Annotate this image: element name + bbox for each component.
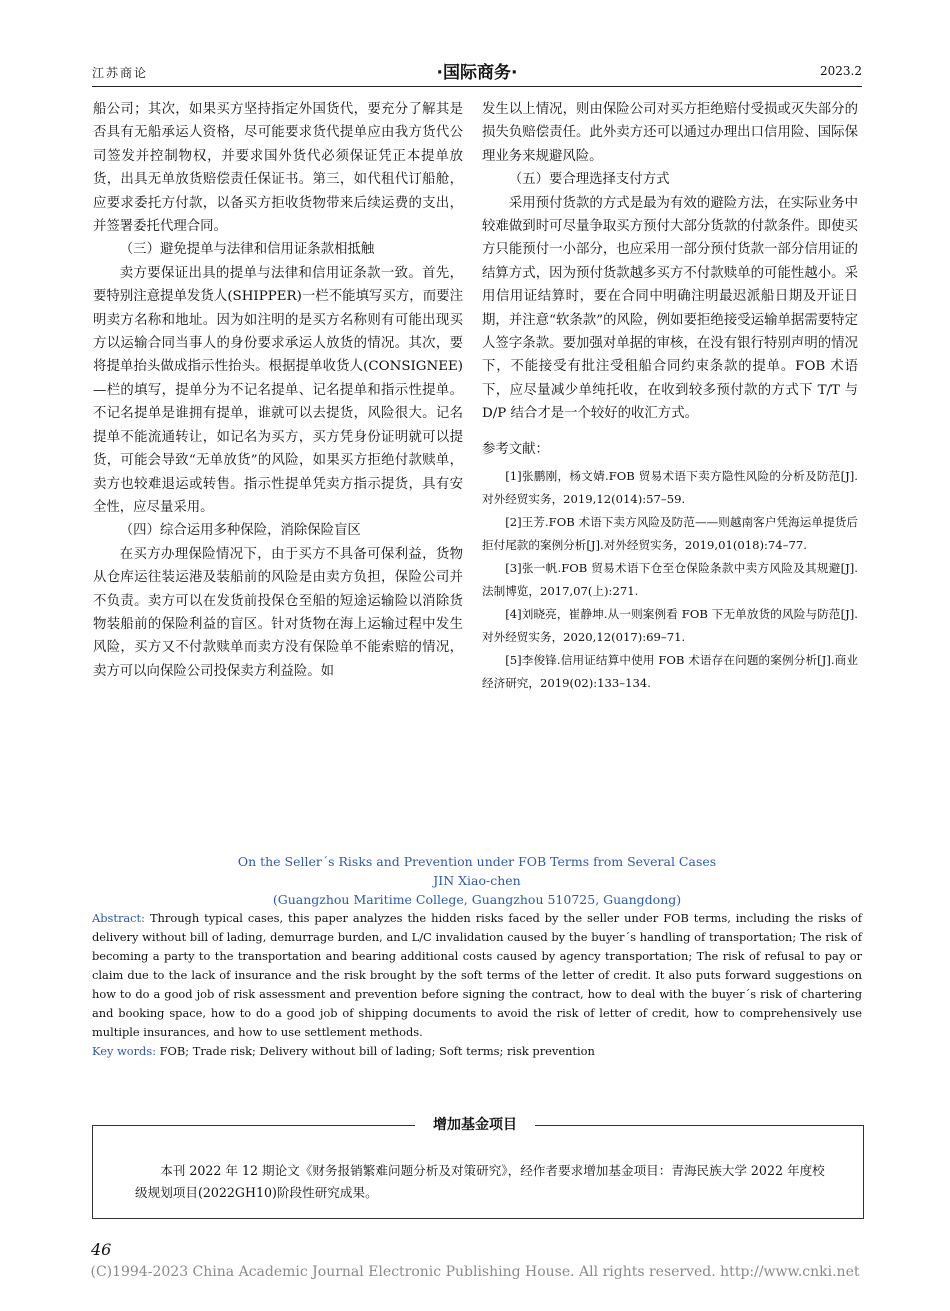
english-affiliation: (Guangzhou Maritime College, Guangzhou 510725, Guangdong): [272, 892, 682, 907]
section-heading: （四）综合运用多种保险，消除保险盲区: [119, 523, 361, 539]
body-paragraph: 发生以上情况，则由保险公司对买方拒绝赔付受损或灭失部分的损失负赔偿责任。此外卖方还可以通过办理出口信用险、国际保理业务来规避风险。: [482, 102, 858, 164]
english-abstract-block: [92, 852, 862, 1061]
fund-notice-title: 增加基金项目: [415, 1117, 535, 1133]
fund-notice-text: 本刊 2022 年 12 期论文《财务报销繁难问题分析及对策研究》，经作者要求增加基金项目：青海民族大学 2022 年度校级规划项目(2022GH10)阶段性研究成果。: [135, 1163, 825, 1200]
section-heading: （三）避免提单与法律和信用证条款相抵触: [119, 242, 375, 258]
reference-item: [3]张一帆.FOB 贸易术语下仓至仓保险条款中卖方风险及其规避[J].法制博览，2017,07(上):271.: [482, 561, 858, 599]
left-column: [93, 98, 463, 683]
english-keywords: [92, 1042, 862, 1061]
fund-notice-title-wrap: [0, 1114, 950, 1134]
copyright-footer: (C)1994-2023 China Academic Journal Electronic Publishing House. All rights reserved. http://www.cnki.net: [90, 1264, 860, 1280]
keywords-label: Key words:: [92, 1044, 157, 1058]
body-paragraph: 船公司；其次，如果买方坚持指定外国货代，要充分了解其是否具有无船承运人资格，尽可能要求货代提单应由我方货代公司签发并控制物权，并要求国外货代必须保证凭正本提单放货，出具无单放货赔偿责任保证书。第三，如代租代订船舱，应要求委托方付款，以备买方拒收货物带来后续运费的支出，并签署委托代理合同。: [93, 102, 463, 235]
reference-item: [1]张鹏刚，杨文婧.FOB 贸易术语下卖方隐性风险的分析及防范[J].对外经贸实务，2019,12(014):57–59.: [482, 469, 858, 507]
body-paragraph: 卖方要保证出具的提单与法律和信用证条款一致。首先，要特别注意提单发货人(SHIPPER)一栏不能填写买方，而要注明卖方名称和地址。因为如注明的是买方名称则有可能出现买方以运输合同当事人的身份要求承运人放货的情况。其次，要将提单抬头做成指示性抬头。根据提单收货人(CONSIGNEE)—栏的填写，提单分为不记名提单、记名提单和指示性提单。不记名提单是谁拥有提单，谁就可以去提货，风险很大。记名提单不能流通转让，如记名为买方，买方凭身份证明就可以提货，可能会导致“无单放货”的风险，如果买方拒绝付款赎单，卖方也较难退运或转售。指示性提单凭卖方指示提货，具有安全性，应尽量采用。: [93, 265, 463, 515]
references-title: 参考文献：: [482, 441, 549, 457]
reference-item: [2]王芳.FOB 术语下卖方风险及防范——则越南客户凭海运单提货后拒付尾款的案例分析[J].对外经贸实务，2019,01(018):74–77.: [482, 515, 858, 553]
reference-item: [4]刘晓亮，崔静坤.从一则案例看 FOB 下无单放货的风险与防范[J].对外经贸实务，2020,12(017):69–71.: [482, 607, 858, 645]
english-title: On the Seller´s Risks and Prevention under FOB Terms from Several Cases: [237, 854, 717, 869]
right-column: [482, 98, 858, 695]
section-title: ·国际商务·: [436, 63, 518, 83]
abstract-text: Through typical cases, this paper analyzes the hidden risks faced by the seller under FOB terms, including the risks of delivery without bill of lading, demurrage burden, and L/C invalidation caused by the buyer´s handling of transportation; The risk of becoming a party to the transportation and bearing additional costs caused by agency transportation; The risk of refusal to pay or claim due to the lack of insurance and the risk brought by the soft terms of the letter of credit. It also puts forward suggestions on how to do a good job of risk assessment and prevention before signing the contract, how to deal with the buyer´s risk of chartering and booking space, how to do a good job of shipping documents to avoid the risk of letter of credit, how to comprehensively use multiple insurances, and how to use settlement methods.: [92, 911, 862, 1039]
section-heading: （五）要合理选择支付方式: [508, 172, 670, 188]
issue-label: 2023.2: [820, 64, 862, 78]
header-rule: [92, 86, 862, 87]
page-header: [92, 58, 862, 86]
page-number: 46: [91, 1240, 112, 1259]
journal-name: 江苏商论: [92, 66, 149, 80]
body-paragraph: 采用预付货款的方式是最为有效的避险方法，在实际业务中较难做到时可尽量争取买方预付大部分货款的付款条件。即使买方只能预付一小部分，也应采用一部分预付货款一部分信用证的结算方式，因为预付货款越多买方不付款赎单的可能性越小。采用信用证结算时，要在合同中明确注明最迟派船日期及开证日期，并注意“软条款”的风险，例如要拒绝接受运输单据需要特定人签字条款。要加强对单据的审核，在没有银行特别声明的情况下，不能接受有批注受租船合同约束条款的提单。FOB 术语下，应尽量减少单纯托收，在收到较多预付款的方式下 T/T 与 D/P 结合才是一个较好的收汇方式。: [482, 195, 858, 422]
reference-item: [5]李俊锋.信用证结算中使用 FOB 术语存在问题的案例分析[J].商业经济研究，2019(02):133–134.: [482, 653, 858, 691]
abstract-label: Abstract:: [92, 911, 145, 925]
references-list: [482, 465, 858, 695]
english-abstract: [92, 909, 862, 1042]
keywords-text: FOB; Trade risk; Delivery without bill of lading; Soft terms; risk prevention: [156, 1044, 595, 1058]
english-author: JIN Xiao-chen: [433, 873, 521, 888]
body-paragraph: 在买方办理保险情况下，由于买方不具备可保利益，货物从仓库运往装运港及装船前的风险是由卖方负担，保险公司并不负责。卖方可以在发货前投保仓至船的短途运输险以消除货物装船前的保险利益的盲区。针对货物在海上运输过程中发生风险，买方又不付款赎单而卖方没有保险单不能索赔的情况，卖方可以向保险公司投保卖方利益险。如: [93, 546, 463, 679]
